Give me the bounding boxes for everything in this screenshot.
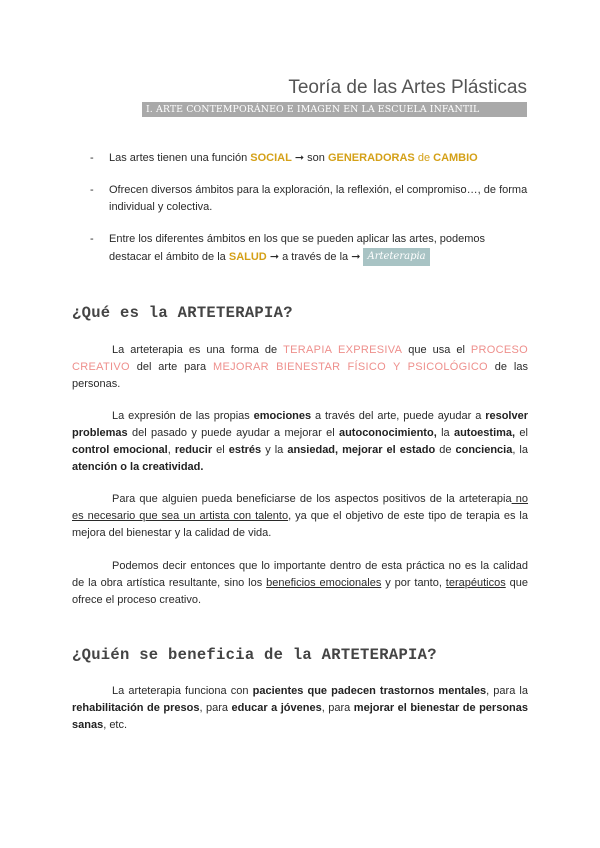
- bold-run: ansiedad, mejorar el estado: [287, 444, 436, 456]
- text-run: y la: [261, 444, 288, 456]
- bullet-item-ambitos: [90, 182, 530, 216]
- text-run: ,: [167, 444, 175, 456]
- bold-run: rehabilitación de presos: [72, 702, 200, 714]
- text-run: a través del arte, puede ayudar a: [311, 410, 486, 422]
- arrow-right-icon: ➞: [294, 152, 305, 164]
- text-run: el: [212, 444, 229, 456]
- bold-run: educar a jóvenes: [231, 702, 322, 714]
- arteterapia-badge: Arteterapia: [363, 248, 429, 266]
- text-run: de: [414, 152, 434, 164]
- keyword-social: SOCIAL: [250, 152, 292, 164]
- bullet-dash: -: [90, 233, 94, 245]
- text-run: y por tanto,: [381, 577, 446, 589]
- arrow-right-icon: ➞: [351, 250, 361, 263]
- text-run: La arteterapia funciona con: [112, 685, 253, 697]
- bold-run: resolver problemas: [72, 410, 528, 439]
- text-run: , para la: [486, 685, 528, 697]
- text-run: La expresión de las propias: [112, 410, 254, 422]
- text-run: que ofrece el proceso creativo.: [72, 577, 528, 606]
- bold-run: estrés: [228, 444, 262, 456]
- paragraph-beneficiarios: [72, 683, 528, 734]
- text-run: a través de la: [279, 250, 352, 263]
- bold-run: autoconocimiento,: [338, 427, 437, 439]
- text-run: el: [515, 427, 528, 439]
- bold-run: atención o la creatividad.: [72, 461, 204, 473]
- bullet-list: [90, 150, 530, 281]
- text-run: , etc.: [103, 719, 128, 731]
- text-run: , la: [512, 444, 528, 456]
- underlined-run: no es necesario que sea un artista con talento: [72, 493, 529, 522]
- text-run: la: [436, 427, 454, 439]
- paragraph-emociones: [72, 408, 528, 476]
- paragraph-beneficios: [72, 558, 528, 609]
- text-run: , para: [321, 702, 354, 714]
- underlined-run: beneficios emocionales: [266, 577, 382, 589]
- bullet-item-social: [90, 150, 530, 167]
- text-run: Las artes tienen una función: [109, 152, 251, 164]
- bold-run: pacientes que padecen trastornos mentales: [252, 685, 487, 697]
- bullet-dash: -: [90, 152, 94, 164]
- keyword-salud: SALUD: [228, 250, 267, 263]
- text-run: de las personas.: [72, 361, 528, 390]
- bullet-dash: -: [90, 184, 94, 196]
- page-title: Teoría de las Artes Plásticas: [288, 77, 527, 98]
- text-run: Entre los diferentes ámbitos en los que se pueden aplicar las artes, podemos destacar el ámbito de la: [109, 233, 486, 263]
- bold-run: reducir: [174, 444, 213, 456]
- keyword-generadoras: GENERADORAS: [327, 152, 415, 164]
- underlined-run: terapéuticos: [445, 577, 506, 589]
- bold-run: emociones: [253, 410, 312, 422]
- text-run: Ofrecen diversos ámbitos para la exploración, la reflexión, el compromiso…, de forma individual y colectiva.: [109, 184, 528, 213]
- text-run: , ya que el objetivo de este tipo de terapia es la mejora del bienestar y la calidad de vida.: [72, 510, 528, 539]
- text-run: del arte para: [129, 361, 214, 373]
- bold-run: conciencia: [455, 444, 513, 456]
- keyword-cambio: CAMBIO: [433, 152, 478, 164]
- arrow-right-icon: ➞: [269, 250, 280, 263]
- text-run: del pasado y puede ayudar a mejorar el: [127, 427, 339, 439]
- text-run: Podemos decir entonces que lo importante dentro de esta práctica no es la calidad de la obra artística resultante, sino los: [72, 560, 528, 589]
- text-run: La arteterapia es una forma de: [112, 344, 284, 356]
- keyword-terapia-expresiva: TERAPIA EXPRESIVA: [283, 344, 403, 356]
- section-heading-que-es: ¿Qué es la ARTETERAPIA?: [72, 304, 293, 322]
- section-subtitle-bar: I. ARTE CONTEMPORÁNEO E IMAGEN EN LA ESCUELA INFANTIL: [142, 102, 527, 117]
- bold-run: autoestima,: [453, 427, 516, 439]
- keyword-proceso-creativo: PROCESO CREATIVO: [72, 344, 529, 373]
- text-run: Para que alguien pueda beneficiarse de los aspectos positivos de la arteterapia: [112, 493, 512, 505]
- paragraph-definicion: [72, 342, 528, 393]
- keyword-mejorar-bienestar: MEJORAR BIENESTAR FÍSICO Y PSICOLÓGICO: [213, 361, 488, 373]
- text-run: de: [435, 444, 456, 456]
- text-run: , para: [199, 702, 232, 714]
- text-run: que usa el: [402, 344, 471, 356]
- text-run: son: [304, 152, 328, 164]
- bullet-item-salud: [90, 231, 530, 266]
- bold-run: control emocional: [72, 444, 168, 456]
- paragraph-talento: [72, 491, 528, 542]
- bold-run: mejorar el bienestar de personas sanas: [72, 702, 528, 731]
- section-heading-quien-se-beneficia: ¿Quién se beneficia de la ARTETERAPIA?: [72, 646, 437, 664]
